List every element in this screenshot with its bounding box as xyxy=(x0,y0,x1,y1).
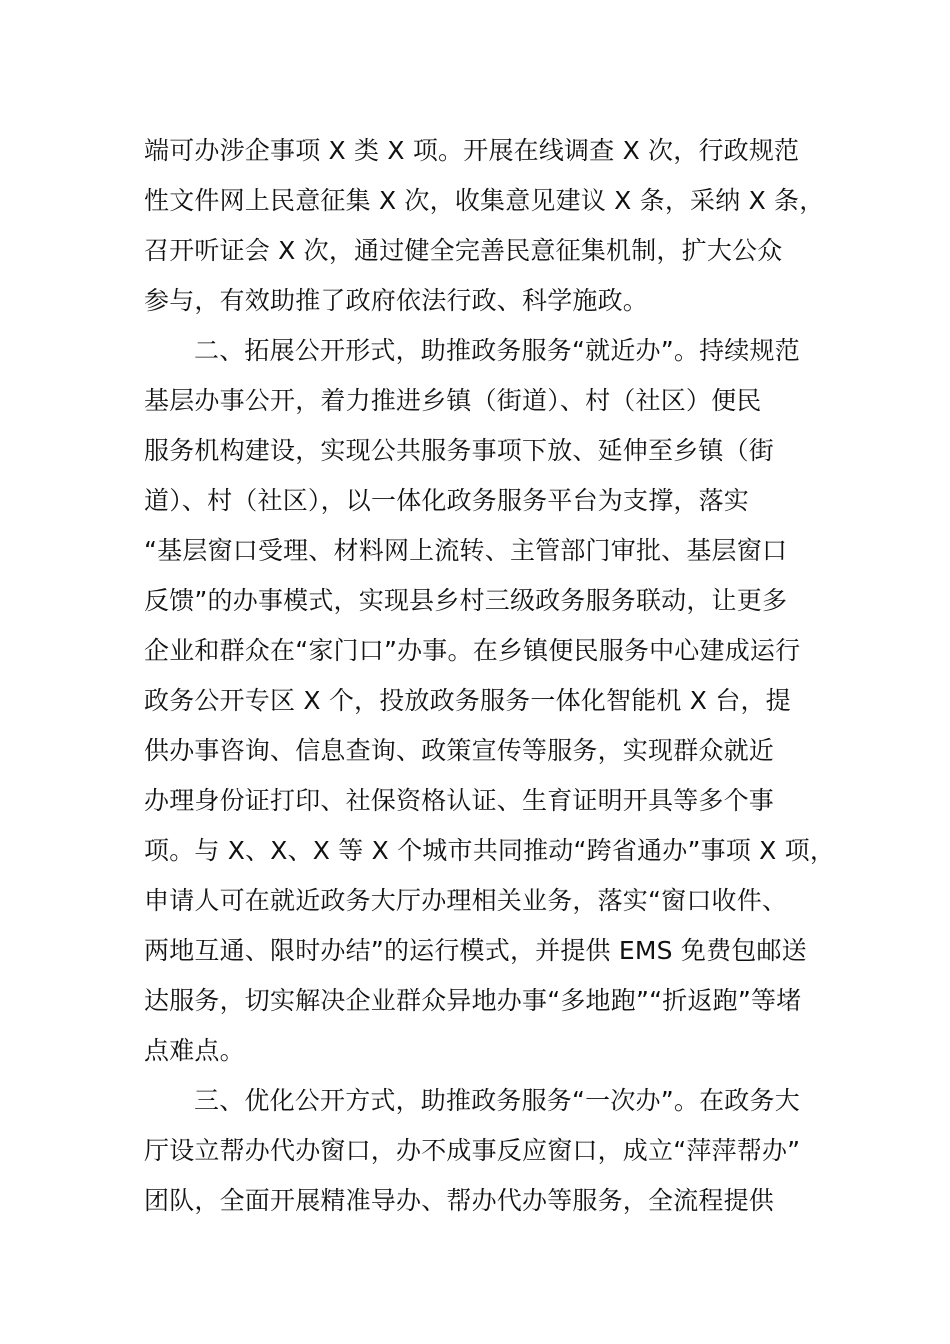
section-heading-line: 三、优化公开方式，助推政务服务“一次办”。在政务大 xyxy=(194,1086,800,1115)
text-line: “基层窗口受理、材料网上流转、主管部门审批、基层窗口 xyxy=(144,536,788,565)
text-line: 两地互通、限时办结”的运行模式，并提供 EMS 免费包邮送 xyxy=(144,936,807,965)
text-line: 反馈”的办事模式，实现县乡村三级政务服务联动，让更多 xyxy=(144,586,788,615)
document-body xyxy=(144,126,834,1226)
text-line: 点难点。 xyxy=(144,1036,245,1065)
section-heading-line: 二、拓展公开形式，助推政务服务“就近办”。持续规范 xyxy=(194,336,800,365)
text-line: 召开听证会 X 次，通过健全完善民意征集机制，扩大公众 xyxy=(144,236,783,265)
text-line: 企业和群众在“家门口”办事。在乡镇便民服务中心建成运行 xyxy=(144,636,801,665)
text-line: 政务公开专区 X 个，投放政务服务一体化智能机 X 台，提 xyxy=(144,686,791,715)
text-line: 供办事咨询、信息查询、政策宣传等服务，实现群众就近 xyxy=(144,736,775,765)
text-line: 端可办涉企事项 X 类 X 项。开展在线调查 X 次，行政规范 xyxy=(144,136,800,165)
text-line: 厅设立帮办代办窗口，办不成事反应窗口，成立“萍萍帮办” xyxy=(144,1136,801,1165)
text-line: 达服务，切实解决企业群众异地办事“多地跑”“折返跑”等堵 xyxy=(144,986,802,1015)
text-line: 道）、村（社区），以一体化政务服务平台为支撑，落实 xyxy=(144,486,750,515)
text-line: 办理身份证打印、社保资格认证、生育证明开具等多个事 xyxy=(144,786,775,815)
text-line: 团队，全面开展精准导办、帮办代办等服务，全流程提供 xyxy=(144,1186,775,1215)
text-line: 基层办事公开，着力推进乡镇（街道）、村（社区）便民 xyxy=(144,386,762,415)
text-line: 性文件网上民意征集 X 次，收集意见建议 X 条，采纳 X 条， xyxy=(144,186,825,215)
text-line: 参与，有效助推了政府依法行政、科学施政。 xyxy=(144,286,649,315)
text-line: 服务机构建设，实现公共服务事项下放、延伸至乡镇（街 xyxy=(144,436,775,465)
text-line: 申请人可在就近政务大厅办理相关业务，落实“窗口收件、 xyxy=(144,886,788,915)
text-line: 项。与 X、X、X 等 X 个城市共同推动“跨省通办”事项 X 项， xyxy=(144,836,836,865)
